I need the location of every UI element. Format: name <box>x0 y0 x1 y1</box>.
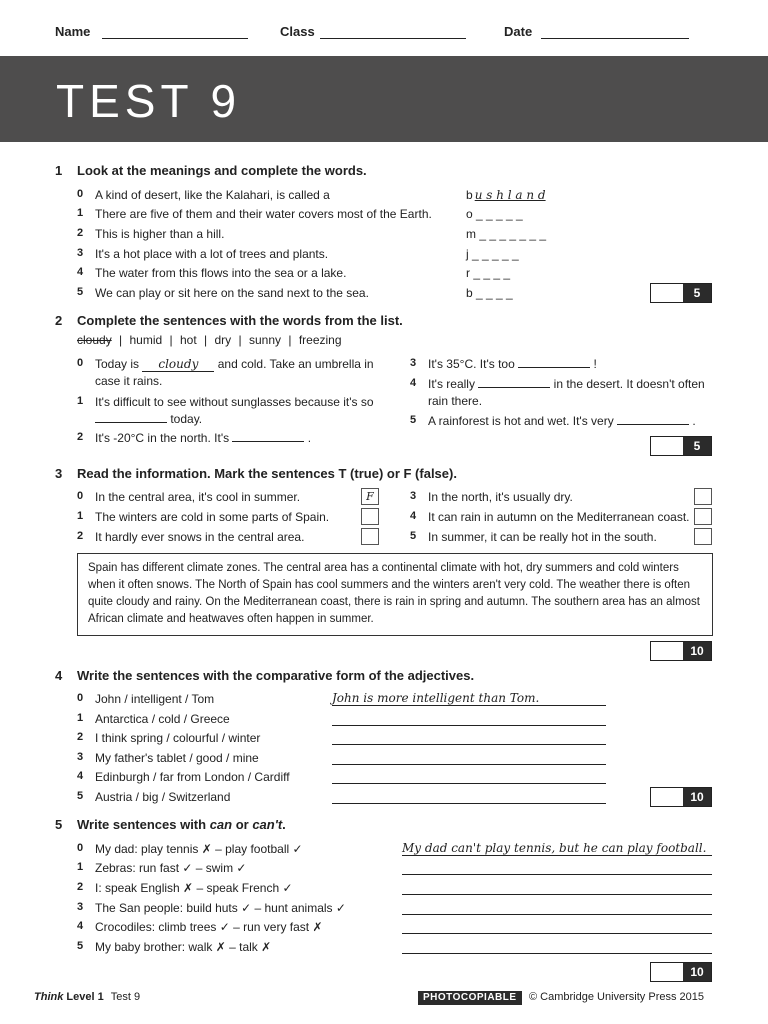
q5-score-box[interactable] <box>650 962 712 982</box>
q1-item-text: There are five of them and their water covers most of the Earth. <box>95 207 432 221</box>
footer-book-info <box>34 991 140 1003</box>
q2-answer-blank[interactable] <box>232 441 304 442</box>
q5-item-prompt: The San people: build huts ✓ – hunt animals ✓ <box>95 901 346 915</box>
q4-item-number: 1 <box>77 712 84 724</box>
q5-answer-line[interactable] <box>402 933 712 934</box>
q2-answer-blank[interactable] <box>518 367 590 368</box>
q4-answer-line[interactable] <box>332 744 606 745</box>
q1-word-blank[interactable]: b _ _ _ _ <box>466 286 513 300</box>
q4-item-prompt: I think spring / colourful / winter <box>95 731 261 745</box>
q5-example-answer: My dad can't play tennis, but he can play football. <box>402 841 707 855</box>
q3-tf-box[interactable] <box>361 528 379 545</box>
q3-item-number: 5 <box>410 530 417 542</box>
q3-number: 3 <box>55 466 63 481</box>
q2-item-number: 3 <box>410 357 417 369</box>
q1-item-text: We can play or sit here on the sand next to the sea. <box>95 286 369 300</box>
q5-score-total: 10 <box>683 963 711 981</box>
q5-item-number: 5 <box>77 940 84 952</box>
q2-answer-blank[interactable] <box>95 422 167 423</box>
q5-item-number: 0 <box>77 842 84 854</box>
q4-item-number: 2 <box>77 731 84 743</box>
q2-word: humid <box>129 333 163 347</box>
q2-item-text-cont <box>95 412 202 426</box>
name-label: Name <box>55 24 91 39</box>
q5-title-text: Write sentences with <box>77 817 210 832</box>
q1-item-number: 5 <box>77 286 84 298</box>
q5-answer-line[interactable] <box>402 874 712 875</box>
date-label: Date <box>504 24 533 39</box>
q4-item-number: 3 <box>77 751 84 763</box>
q5-item-number: 2 <box>77 881 84 893</box>
q4-item-number: 0 <box>77 692 84 704</box>
footer-test: Test 9 <box>110 991 141 1003</box>
q4-answer-line[interactable] <box>332 803 606 804</box>
q2-word: dry <box>214 333 232 347</box>
q2-number: 2 <box>55 313 63 328</box>
q2-item-number: 5 <box>410 414 417 426</box>
q4-item-number: 5 <box>77 790 84 802</box>
q2-item-number: 2 <box>77 431 84 443</box>
q4-item-number: 4 <box>77 770 84 782</box>
class-label: Class <box>280 24 315 39</box>
q2-word: hot <box>180 333 197 347</box>
q2-item-number: 4 <box>410 377 417 389</box>
q2-item-text <box>428 377 705 391</box>
q1-word-blank[interactable]: r _ _ _ _ <box>466 266 511 280</box>
q4-answer-line[interactable] <box>332 783 606 784</box>
q2-item-text <box>428 414 696 428</box>
q3-tf-box[interactable] <box>694 488 712 505</box>
footer-level: Level 1 <box>63 991 104 1003</box>
q3-item-text: The winters are cold in some parts of Spain. <box>95 510 330 524</box>
q3-tf-box[interactable] <box>694 508 712 525</box>
q4-score-box[interactable] <box>650 787 712 807</box>
q2-item-post: and cold. Take an umbrella in <box>217 357 374 371</box>
q1-title: Look at the meanings and complete the words. <box>77 163 367 178</box>
title-banner <box>0 56 768 142</box>
footer-book-title: Think <box>34 991 64 1003</box>
q3-tf-box[interactable]: F <box>361 488 379 505</box>
q3-item-text: It can rain in autumn on the Mediterranean coast. <box>428 510 690 524</box>
q2-item-text <box>95 431 311 445</box>
q5-title-can: can <box>209 817 233 832</box>
q2-item-pre: It's -20°C in the north. It's <box>95 431 230 445</box>
q4-answer-line[interactable] <box>332 764 606 765</box>
q4-number: 4 <box>55 668 63 683</box>
q3-item-number: 2 <box>77 530 84 542</box>
q3-item-text: In the central area, it's cool in summer. <box>95 490 301 504</box>
q2-word-separator: | <box>288 333 292 347</box>
q3-item-text: In summer, it can be really hot in the south. <box>428 530 657 544</box>
photocopiable-badge: PHOTOCOPIABLE <box>418 991 522 1005</box>
q5-item-prompt: My baby brother: walk ✗ – talk ✗ <box>95 940 272 954</box>
q5-answer-line[interactable] <box>402 914 712 915</box>
q2-word-separator: | <box>119 333 123 347</box>
q3-tf-box[interactable] <box>694 528 712 545</box>
q4-answer-line[interactable] <box>332 725 606 726</box>
q4-score-total: 10 <box>683 788 711 806</box>
q1-item-text: It's a hot place with a lot of trees and plants. <box>95 247 329 261</box>
q2-word: sunny <box>248 333 282 347</box>
q3-score-total: 10 <box>683 642 711 660</box>
q2-item-post: . <box>307 431 312 445</box>
q3-score-box[interactable] <box>650 641 712 661</box>
class-field[interactable] <box>320 38 466 39</box>
q2-answer-blank[interactable] <box>142 357 214 372</box>
q2-word-separator: | <box>204 333 208 347</box>
q1-example-answer: u s h l a n d <box>474 188 546 202</box>
q2-item-pre: It's 35°C. It's too <box>428 357 515 371</box>
q4-answer-line[interactable] <box>332 705 606 706</box>
q4-example-answer: John is more intelligent than Tom. <box>332 691 540 705</box>
q5-number: 5 <box>55 817 63 832</box>
q2-item-text <box>428 357 597 371</box>
q1-word-blank[interactable]: m _ _ _ _ _ _ _ <box>466 227 547 241</box>
q1-item-text: This is higher than a hill. <box>95 227 225 241</box>
q4-item-prompt: Edinburgh / far from London / Cardiff <box>95 770 290 784</box>
footer-copyright: © Cambridge University Press 2015 <box>529 991 705 1003</box>
q2-title: Complete the sentences with the words from the list. <box>77 313 403 328</box>
q2-answer-blank[interactable] <box>617 424 689 425</box>
q2-item-post: in the desert. It doesn't often <box>553 377 705 391</box>
q1-item-number: 4 <box>77 266 84 278</box>
q3-reading-passage: Spain has different climate zones. The central area has a continental climate with hot, dry summers and cold winters when it often snows. The North of Spain has cool summers and the winters aren't very cold. The weather there is often quite cloudy and rainy. On the Mediterranean coast, there is rain in spring and autumn. The southern area has an almost African climate and heatwaves often happen in summer. <box>77 553 713 636</box>
q1-example-word <box>466 188 546 202</box>
q3-item-number: 1 <box>77 510 84 522</box>
q5-item-number: 4 <box>77 920 84 932</box>
q5-item-prompt: I: speak English ✗ – speak French ✓ <box>95 881 293 895</box>
name-field[interactable] <box>102 38 248 39</box>
q5-answer-line[interactable] <box>402 894 712 895</box>
q2-word-separator: | <box>169 333 173 347</box>
q3-item-number: 4 <box>410 510 417 522</box>
q5-title-cant: can't <box>252 817 283 832</box>
q3-title: Read the information. Mark the sentences T (true) or F (false). <box>77 466 457 481</box>
q2-word: cloudy <box>77 333 112 347</box>
q2-item-post: today. <box>170 412 203 426</box>
q2-score-box[interactable] <box>650 436 712 456</box>
q2-item-text-cont: case it rains. <box>95 374 163 388</box>
q4-item-prompt: My father's tablet / good / mine <box>95 751 259 765</box>
q5-answer-line[interactable] <box>402 855 712 856</box>
q2-item-pre: Today is <box>95 357 140 371</box>
q1-item-text: A kind of desert, like the Kalahari, is called a <box>95 188 330 202</box>
q3-item-text: It hardly ever snows in the central area. <box>95 530 305 544</box>
q4-item-prompt: Austria / big / Switzerland <box>95 790 231 804</box>
q4-title: Write the sentences with the comparative form of the adjectives. <box>77 668 475 683</box>
q1-item-number: 2 <box>77 227 84 239</box>
q2-item-text-cont: rain there. <box>428 394 483 408</box>
q1-number: 1 <box>55 163 63 178</box>
q1-item-text: The water from this flows into the sea or a lake. <box>95 266 347 280</box>
q3-item-number: 0 <box>77 490 84 502</box>
q2-item-pre: It's really <box>428 377 475 391</box>
page-title: TEST 9 <box>56 75 242 127</box>
q1-word-blank[interactable]: o _ _ _ _ _ <box>466 207 523 221</box>
q5-item-number: 3 <box>77 901 84 913</box>
date-field[interactable] <box>541 38 689 39</box>
q2-score-total: 5 <box>683 437 711 455</box>
q5-item-prompt: Zebras: run fast ✓ – swim ✓ <box>95 861 247 875</box>
q2-item-number: 1 <box>77 395 84 407</box>
q1-item-number: 1 <box>77 207 84 219</box>
q5-item-prompt: My dad: play tennis ✗ – play football ✓ <box>95 842 303 856</box>
q2-item-post: ! <box>593 357 597 371</box>
q2-item-post: . <box>692 414 696 428</box>
q4-item-prompt: Antarctica / cold / Greece <box>95 712 230 726</box>
q2-item-text <box>95 357 374 372</box>
q5-item-number: 1 <box>77 861 84 873</box>
q1-item-number: 3 <box>77 247 84 259</box>
q4-item-prompt: John / intelligent / Tom <box>95 692 215 706</box>
q2-word-list <box>77 333 342 347</box>
q5-title-text: . <box>282 817 286 832</box>
q2-item-pre: A rainforest is hot and wet. It's very <box>428 414 614 428</box>
q5-answer-line[interactable] <box>402 953 712 954</box>
q2-item-number: 0 <box>77 357 84 369</box>
q1-item-number: 0 <box>77 188 84 200</box>
q3-tf-box[interactable] <box>361 508 379 525</box>
q3-item-text: In the north, it's usually dry. <box>428 490 573 504</box>
q1-score-box[interactable] <box>650 283 712 303</box>
q2-item-text: It's difficult to see without sunglasses because it's so <box>95 395 374 409</box>
q1-example-first-letter: b <box>466 188 473 202</box>
q2-example-answer: cloudy <box>158 357 199 371</box>
q5-title-text: or <box>232 817 253 832</box>
q2-word-separator: | <box>238 333 242 347</box>
q5-item-prompt: Crocodiles: climb trees ✓ – run very fast ✗ <box>95 920 323 934</box>
q2-word: freezing <box>298 333 342 347</box>
q3-item-number: 3 <box>410 490 417 502</box>
q1-word-blank[interactable]: j _ _ _ _ _ <box>466 247 519 261</box>
q2-answer-blank[interactable] <box>478 387 550 388</box>
q1-score-total: 5 <box>683 284 711 302</box>
q5-title <box>77 817 286 832</box>
